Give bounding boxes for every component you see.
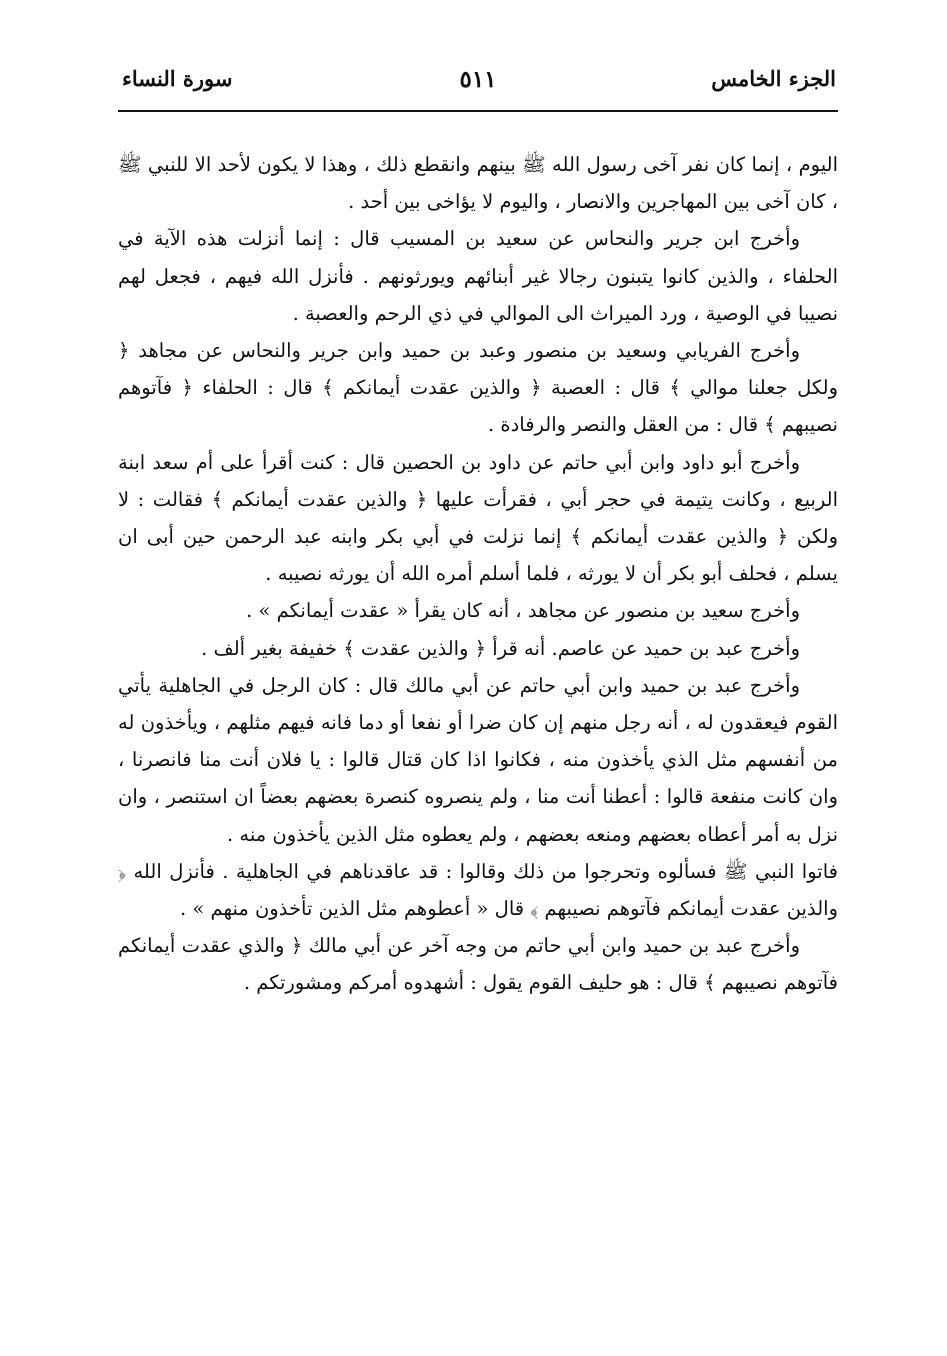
paragraph-2: وأخرج ابن جرير والنحاس عن سعيد بن المسيب قال : إنما أنزلت هذه الآية في الحلفاء ، والذين كانوا يتبنون رجالا غير أبنائهم ويورثونهم . فأنزل الله فيهم ، فجعل لهم نصيبا في الوصية ، ورد الميراث الى الموالي في ذي الرحم والعصبة . xyxy=(118,227,838,325)
paragraph-8: فاتوا النبي ﷺ فسألوه وتحرجوا من ذلك وقالوا : قد عاقدناهم في الجاهلية . فأنزل الله ﴿ والذين عقدت أيمانكم فآتوهم نصيبهم ﴾ قال « أعطوهم مثل الذين تأخذون منهم » . xyxy=(118,859,838,921)
surah-title: سورة النساء xyxy=(122,66,233,91)
book-page xyxy=(118,62,838,1002)
paragraph-4: وأخرج أبو داود وابن أبي حاتم عن داود بن الحصين قال : كنت أقرأ على أم سعد ابنة الربيع ، وكانت يتيمة في حجر أبي ، فقرأت عليها ﴿ والذين عقدت أيمانكم ﴾ فقالت : لا ولكن ﴿ والذين عقدت أيمانكم ﴾ إنما نزلت في أبي بكر وابنه عبد الرحمن حين أبى ان يسلم ، فحلف أبو بكر أن لا يورثه ، فلما أسلم أمره الله أن يورثه نصيبه . xyxy=(118,450,838,586)
paragraph-1: اليوم ، إنما كان نفر آخى رسول الله ﷺ بينهم وانقطع ذلك ، وهذا لا يكون لأحد الا للنبي ﷺ ، كان آخى بين المهاجرين والانصار ، واليوم لا يؤاخى بين أحد . xyxy=(118,153,838,214)
page-number: ٥١١ xyxy=(459,66,497,93)
paragraph-9: وأخرج عبد بن حميد وابن أبي حاتم من وجه آخر عن أبي مالك ﴿ والذي عقدت أيمانكم فآتوهم نصيبهم ﴾ قال : هو حليف القوم يقول : أشهدوه أمركم ومشورتكم . xyxy=(118,934,838,995)
page-body xyxy=(118,146,838,1002)
page-header xyxy=(118,62,838,112)
paragraph-7: وأخرج عبد بن حميد وابن أبي حاتم عن أبي مالك قال : كان الرجل في الجاهلية يأتي القوم فيعقدون له ، أنه رجل منهم إن كان ضرا أو نفعا أو دما فانه فيهم مثلهم ، ويأخذون له من أنفسهم مثل الذي يأخذون منه ، فكانوا اذا كان قتال قالوا : يا فلان أنت منا فانصرنا ، وان كانت منفعة قالوا : أعطنا أنت منا ، ولم ينصروه كنصرة بعضهم بعضاً ان استنصر ، وان نزل به أمر أعطاه بعضهم ومنعه بعضهم ، ولم يعطوه مثل الذين يأخذون منه . xyxy=(118,673,838,846)
part-title: الجزء الخامس xyxy=(711,66,836,91)
paragraph-5: وأخرج سعيد بن منصور عن مجاهد ، أنه كان يقرأ « عقدت أيمانكم » . xyxy=(246,599,800,623)
paragraph-3: وأخرج الفريابي وسعيد بن منصور وعبد بن حميد وابن جرير والنحاس عن مجاهد ﴿ ولكل جعلنا موالي ﴾ قال : العصبة ﴿ والذين عقدت أيمانكم ﴾ قال : الحلفاء ﴿ فآتوهم نصيبهم ﴾ قال : من العقل والنصر والرفادة . xyxy=(118,339,838,437)
paragraph-6: وأخرج عبد بن حميد عن عاصم. أنه قرأ ﴿ والذين عقدت ﴾ خفيفة بغير ألف . xyxy=(201,636,800,660)
